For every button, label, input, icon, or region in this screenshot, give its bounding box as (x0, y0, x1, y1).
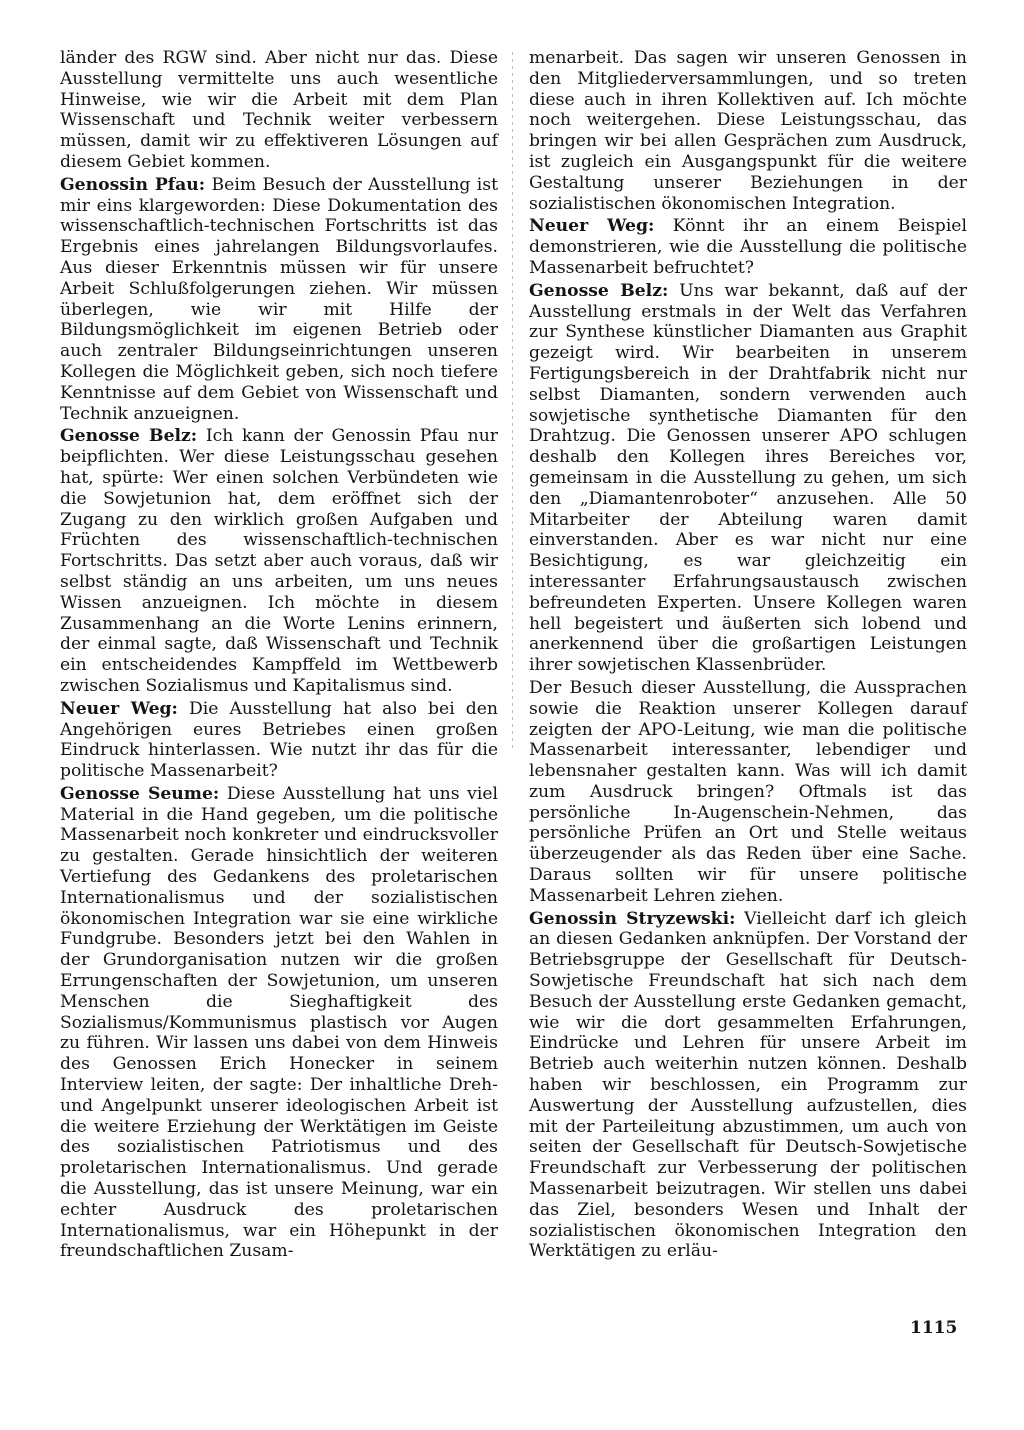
paragraph-text: Ich kann der Genossin Pfau nur beipflichten. Wer diese Leistungsschau gesehen hat, spürte: Wer einen solchen Verbündeten wie die Sowjetunion hat, dem eröffnet sich der Zugang zu den wirklich großen Aufgaben und Früchten des wissenschaftlich-technischen Fortschritts. Das setzt aber auch voraus, daß wir selbst ständig an uns arbeiten, um uns neues Wissen anzueignen. Ich möchte in diesem Zusammenhang an die Worte Lenins erinnern, der einmal sagte, daß Wissenschaft und Technik ein entscheidendes Kampffeld im Wettbewerb zwischen Sozialismus und Kapitalismus sind. (60, 426, 498, 696)
paragraph-pfau (60, 175, 498, 425)
paragraph-text: Könnt ihr an einem Beispiel demonstrieren, wie die Ausstellung die politische Massenarbeit befruchtet? (529, 216, 967, 278)
speaker-label: Genosse Seume: (60, 783, 220, 804)
paragraph-text: Die Ausstellung hat also bei den Angehörigen eures Betriebes einen großen Eindruck hinterlassen. Wie nutzt ihr das für die politische Massenarbeit? (60, 698, 498, 782)
paragraph-text: länder des RGW sind. Aber nicht nur das. Diese Ausstellung vermittelte uns auch wesentliche Hinweise, wie wir die Arbeit mit dem Plan Wissenschaft und Technik weiter verbessern müssen, damit wir zu effektiveren Lösungen auf diesem Gebiet kommen. (60, 48, 498, 172)
speaker-label: Neuer Weg: (60, 698, 178, 719)
paragraph-text: Vielleicht darf ich gleich an diesen Gedanken anknüpfen. Der Vorstand der Betriebsgruppe der Gesellschaft für Deutsch-Sowjetische Freundschaft hat sich nach dem Besuch der Ausstellung erste Gedanken gemacht, wie wir die dort gesammelten Erfahrungen, Eindrücke und Lehren für unsere Arbeit im Betrieb auch weiterhin nutzen können. Deshalb haben wir beschlossen, ein Programm zur Auswertung der Ausstellung aufzustellen, dies mit der Parteileitung abzustimmen, um auch von seiten der Gesellschaft für Deutsch-Sowjetische Freundschaft zur Verbesserung der politischen Massenarbeit beizutragen. Wir stellen uns dabei das Ziel, besonders Wesen und Inhalt der sozialistischen ökonomischen Integration den Werktätigen zu erläu- (529, 908, 967, 1262)
speaker-label: Genosse Belz: (529, 280, 669, 301)
left-text-column (60, 48, 498, 1264)
speaker-label: Genosse Belz: (60, 426, 198, 447)
column-divider (512, 52, 513, 752)
paragraph-stryzewski (529, 909, 967, 1263)
paragraph-continuation (529, 48, 967, 214)
paragraph-continuation (60, 48, 498, 173)
paragraph-belz (60, 426, 498, 696)
speaker-label: Neuer Weg: (529, 216, 655, 237)
paragraph-seume (60, 784, 498, 1262)
paragraph-belz (529, 281, 967, 676)
paragraph-text: Uns war bekannt, daß auf der Ausstellung erstmals in der Welt das Verfahren zur Synthese künstlicher Diamanten aus Graphit gezeigt wird. Wir bearbeiten in unserem Fertigungsbereich in der Drahtfabrik nicht nur selbst Diamanten, sondern verwenden auch sowjetische synthetische Diamanten für den Drahtzug. Die Genossen unserer APO schlugen deshalb den Kollegen ihres Bereiches vor, gemeinsam in die Ausstellung zu gehen, um sich den „Diamantenroboter“ anzusehen. Alle 50 Mitarbeiter der Abteilung waren damit einverstanden. Aber es war nicht nur eine Besichtigung, es war gleichzeitig ein interessanter Erfahrungsaustausch zwischen befreundeten Experten. Unsere Kollegen waren hell begeistert und äußerten sich lobend und anerkennend über die großartigen Leistungen ihrer sowjetischen Klassenbrüder. (529, 280, 967, 676)
paragraph-text: Der Besuch dieser Ausstellung, die Aussprachen sowie die Reaktion unserer Kollegen darauf zeigten der APO-Leitung, wie man die politische Massenarbeit interessanter, lebendiger und lebensnaher gestalten kann. Was will ich damit zum Ausdruck bringen? Oftmals ist das persönliche In-Augenschein-Nehmen, das persönliche Prüfen an Ort und Stelle weitaus überzeugender als das Reden über eine Sache. Daraus sollten wir für unsere politische Massenarbeit Lehren ziehen. (529, 677, 967, 906)
paragraph-text: menarbeit. Das sagen wir unseren Genossen in den Mitgliederversammlungen, und so treten diese auch in ihren Kollektiven auf. Ich möchte noch weitergehen. Diese Leistungsschau, das bringen wir bei allen Gesprächen zum Ausdruck, ist zugleich ein Ausgangspunkt für die weitere Gestaltung unserer Beziehungen in der sozialistischen ökonomischen Integration. (529, 48, 967, 214)
page-number: 1115 (910, 1318, 958, 1338)
paragraph-text: Diese Ausstellung hat uns viel Material in die Hand gegeben, um die politische Massenarbeit noch konkreter und eindrucksvoller zu gestalten. Gerade hinsichtlich der weiteren Vertiefung des Gedankens des proletarischen Internationalismus und der sozialistischen ökonomischen Integration war sie eine wirkliche Fundgrube. Besonders jetzt bei den Wahlen in der Grundorganisation nutzen wir die großen Errungenschaften der Sowjetunion, um unseren Menschen die Sieghaftigkeit des Sozialismus/Kommunismus plastisch vor Augen zu führen. Wir lassen uns dabei von dem Hinweis des Genossen Erich Honecker in seinem Interview leiten, der sagte: Der inhaltliche Dreh- und Angelpunkt unserer ideologischen Arbeit ist die weitere Erziehung der Werktätigen im Geiste des sozialistischen Patriotismus und des proletarischen Internationalismus. Und gerade die Ausstellung, das ist unsere Meinung, war ein echter Ausdruck des proletarischen Internationalismus, war ein Höhepunkt in der freundschaftlichen Zusam- (60, 783, 498, 1262)
right-text-column (529, 48, 967, 1264)
paragraph-besuch (529, 678, 967, 907)
paragraph-neuer-weg (529, 216, 967, 278)
paragraph-neuer-weg (60, 699, 498, 782)
speaker-label: Genossin Pfau: (60, 174, 206, 195)
speaker-label: Genossin Stryzewski: (529, 908, 736, 929)
paragraph-text: Beim Besuch der Ausstellung ist mir eins klargeworden: Diese Dokumentation des wissenschaftlich-technischen Fortschritts ist das Ergebnis eines jahrelangen Bildungsvorlaufes. Aus dieser Erkenntnis müssen wir für unsere Arbeit Schlußfolgerungen ziehen. Wir müssen überlegen, wie wir mit Hilfe der Bildungsmöglichkeit im eigenen Betrieb oder auch zentraler Bildungseinrichtungen unseren Kollegen die Möglichkeit geben, sich noch tiefere Kenntnisse auf dem Gebiet von Wissenschaft und Technik anzueignen. (60, 174, 499, 424)
